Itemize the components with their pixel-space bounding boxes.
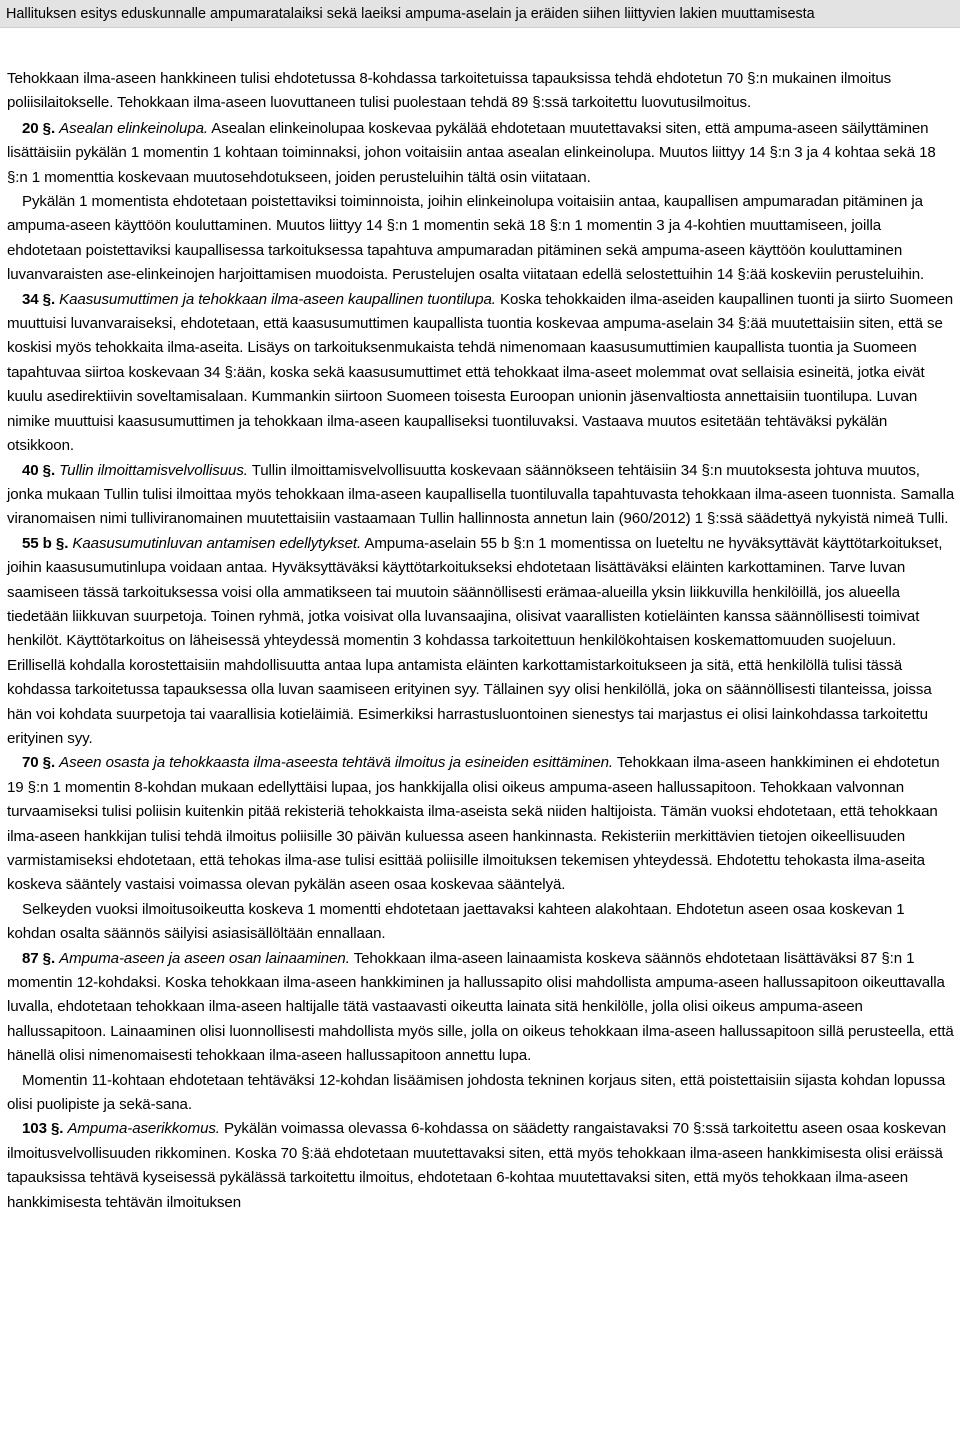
paragraph-text: Asealan elinkeinolupaa koskevaa pykälää ehdotetaan muutettavaksi siten, että ampuma-aseen säilyttäminen lisättäisiin pykälän 1 momentin 1 kohtaan toiminnaksi, johon voitaisiin antaa asealan elinkeinolupa. Muutos liittyy 14 §:n 3 ja 4 kohtaa sekä 18 §:n 1 momenttia koskevaan muutosehdotukseen, joiden perusteluihin tältä osin viitataan. bbox=[7, 119, 936, 186]
section-55b bbox=[7, 532, 955, 752]
section-number: 55 b §. bbox=[22, 534, 69, 552]
paragraph-text: Tullin ilmoittamisvelvollisuutta koskevaan säännökseen tehtäisiin 34 §:n muutoksesta johtuva muutos, jonka mukaan Tullin tulisi ilmoittaa myös tehokkaan ilma-aseen kaupallisella tuontiluvalla tapahtuvasta tehokkaan ilma-aseen tuonnista. Samalla viranomaisen nimi tulliviranomainen muutettaisiin vastaamaan Tullin hallinnosta annetun lain (960/2012) 1 §:ssä säädettyä nykyistä nimeä Tulli. bbox=[7, 461, 955, 528]
section-number: 20 §. bbox=[22, 119, 56, 137]
header-title: Hallituksen esitys eduskunnalle ampumaratalaiksi sekä laeiksi ampuma-aselain ja eräiden siihen liittyvien lakien muuttamisesta bbox=[6, 6, 815, 22]
section-title: Ampuma-aseen ja aseen osan lainaaminen. bbox=[59, 949, 350, 967]
section-70 bbox=[7, 751, 955, 897]
paragraph-text: Tehokkaan ilma-aseen hankkineen tulisi ehdotetussa 8-kohdassa tarkoitetuissa tapauksissa tehdä ehdotetun 70 §:n mukainen ilmoitus poliisilaitokselle. Tehokkaan ilma-aseen luovuttaneen tulisi puolestaan tehdä 89 §:ssä tarkoitettu luovutusilmoitus. bbox=[7, 70, 892, 112]
section-34 bbox=[7, 288, 955, 459]
paragraph-text: Koska tehokkaiden ilma-aseiden kaupallinen tuonti ja siirto Suomeen muuttuisi luvanvaraiseksi, ehdotetaan, että kaasusumuttimen kaupallista tuontia koskevaa ampuma-aselain 34 §:ää muutettaisiin siten, että se koskisi myös tehokkaita ilma-aseita. Lisäys on tarkoituksenmukaista tehdä nimenomaan kaasusumuttimien kaupallista tuontia ja Suomeen tapahtuvaa siirtoa koskevaan 34 §:ään, koska sekä kaasusumuttimet että tehokkaat ilma-aseet molemmat ovat sellaisia esineitä, jotka eivät kuulu asedirektiivin soveltamisalaan. Kummankin siirtoon Suomeen toisesta Euroopan unionin jäsenvaltiosta annettaisiin tuontilupa. Luvan nimike muuttuisi kaasusumuttimen ja tehokkaan ilma-aseen kaupalliseksi tuontiluvaksi. Vastaava muutos esitetään tehtäväksi pykälän otsikkoon. bbox=[7, 290, 954, 455]
paragraph-text: Selkeyden vuoksi ilmoitusoikeutta koskeva 1 momentti ehdotetaan jaettavaksi kahteen alakohtaan. Ehdotetun aseen osaa koskevan 1 kohdan osalta säännös säilyisi asiasisällöltään ennallaan. bbox=[7, 900, 905, 943]
section-number: 103 §. bbox=[22, 1120, 64, 1138]
paragraph bbox=[7, 1069, 955, 1118]
paragraph bbox=[7, 67, 955, 116]
paragraph-text: Ampuma-aselain 55 b §:n 1 momentissa on lueteltu ne hyväksyttävät käyttötarkoitukset, joihin kaasusumutinlupa voidaan antaa. Hyväksyttäväksi käyttötarkoitukseksi ehdotetaan lisättäväksi eläinten karkottaminen. Tarve luvan saamiseen tässä tarkoituksessa voisi olla ammatikseen tai muutoin säännöllisesti erämaa-alueilla yksin liikkuvilla henkilöillä, jos alueella tiedetään liikkuvan suurpetoja. Toinen ryhmä, jotka voisivat olla luvansaajina, olisivat vaarallisten kotieläinten kanssa säännöllisesti toimivat henkilöt. Käyttötarkoitus on läheisessä yhteydessä momentin 3 kohdassa tarkoitettuun henkilökohtaisen koskemattomuuden suojeluun. Erillisellä kohdalla korostettaisiin mahdollisuutta antaa lupa antamista eläinten karkottamistarkoitukseen ja sitä, että henkilöllä tulisi tässä kohdassa tarkoitetussa tapauksessa olla luvan saamiseen erityinen syy. Tällainen syy olisi henkilöllä, joka on säännöllisesti tilanteissa, joissa hän voi kohdata suurpetoja tai vaarallisia kotieläimiä. Esimerkiksi harrastusluontoinen sienestys tai marjastus ei olisi lainkohdassa tarkoitettu erityinen syy. bbox=[7, 534, 943, 747]
paragraph bbox=[7, 190, 955, 288]
section-number: 34 §. bbox=[22, 290, 56, 308]
section-number: 70 §. bbox=[22, 754, 56, 772]
paragraph-text: Pykälän voimassa olevassa 6-kohdassa on säädetty rangaistavaksi 70 §:ssä tarkoitettu aseen osaa koskevan ilmoitusvelvollisuuden rikkominen. Koska 70 §:ää ehdotetaan muutettavaksi siten, että myös tehokkaan ilma-aseen hankkimisesta olisi eräissä tapauksissa tehtävä kyseisessä pykälässä tarkoitettu ilmoitus, ehdotetaan 6-kohtaa muutettavaksi siten, että myös tehokkaan ilma-aseen hankkimisesta tehtävän ilmoituksen bbox=[7, 1120, 947, 1211]
section-103 bbox=[7, 1117, 955, 1215]
section-title: Kaasusumuttimen ja tehokkaan ilma-aseen kaupallinen tuontilupa. bbox=[59, 290, 496, 308]
section-title: Aseen osasta ja tehokkaasta ilma-aseesta tehtävä ilmoitus ja esineiden esittäminen. bbox=[59, 754, 614, 772]
paragraph-text: Momentin 11-kohtaan ehdotetaan tehtäväksi 12-kohdan lisäämisen johdosta tekninen korjaus siten, että poistettaisiin sijasta kohdan lopussa olisi puolipiste ja sekä-sana. bbox=[7, 1071, 946, 1114]
section-number: 40 §. bbox=[22, 461, 56, 479]
paragraph-text: Pykälän 1 momentista ehdotetaan poistettaviksi toiminnoista, joihin elinkeinolupa voitaisiin antaa, kaupallisen ampumaradan pitäminen ja ampuma-aseen käyttöön kouluttaminen. Muutos liittyy 14 §:n 1 momentin sekä 18 §:n 1 momentin 3 ja 4-kohtien muuttamiseen, joilla ehdotetaan poistettaviksi kaupallisessa tarkoituksessa tapahtuva ampumaradan pitäminen sekä ampuma-aseen käyttöön kouluttaminen luvanvaraisten ase-elinkeinojen harjoittamisen muodoista. Perustelujen osalta viitataan edellä selostettuihin 14 §:ää koskeviin perusteluihin. bbox=[7, 193, 925, 284]
section-40 bbox=[7, 459, 955, 532]
section-title: Ampuma-aserikkomus. bbox=[67, 1120, 220, 1138]
section-20 bbox=[7, 117, 955, 190]
paragraph-text: Tehokkaan ilma-aseen hankkiminen ei ehdotetun 19 §:n 1 momentin 8-kohdan mukaan edellyttäisi lupaa, jos hankkijalla olisi oikeus ampuma-aseen hallussapitoon. Tehokkaan valvonnan turvaamiseksi tulisi poliisin kuitenkin pitää rekisteriä tehokkaista ilma-aseista sekä niiden haltijoista. Tämän vuoksi ehdotetaan, että tehokkaan ilma-aseen hankkijan tulisi tehdä ilmoitus poliisille 30 päivän kuluessa aseen hankinnasta. Rekisteriin merkittävien tietojen oikeellisuuden varmistamiseksi ehdotetaan, että tehokas ilma-ase tulisi esittää poliisille ilmoituksen tekemisen yhteydessä. Ehdotettu tehokasta ilma-aseita koskeva sääntely vastaisi voimassa olevan pykälän aseen osaa koskevaa sääntelyä. bbox=[7, 754, 940, 894]
document-body bbox=[7, 67, 955, 1215]
paragraph bbox=[7, 898, 955, 947]
paragraph-text: Tehokkaan ilma-aseen lainaamista koskeva säännös ehdotetaan lisättäväksi 87 §:n 1 momentin 12-kohdaksi. Koska tehokkaan ilma-aseen hankkiminen ja hallussapito olisi mahdollista ampuma-aseen hallussapitoon oikeuttavalla luvalla, ehdotetaan tehokkaan ilma-aseen haltijalle tätä vastaavasti oikeutta lainata sitä henkilölle, jolla olisi oikeus ampuma-aseen hallussapitoon. Lainaaminen olisi luonnollisesti mahdollista myös sille, jolla on oikeus tehokkaan ilma-aseen hallussapitoon sillä perusteella, että hänellä olisi nimenomaisesti tehokkaan ilma-aseen hallussapitoon annettu lupa. bbox=[7, 949, 954, 1065]
document-header bbox=[0, 0, 960, 28]
section-number: 87 §. bbox=[22, 949, 56, 967]
section-title: Asealan elinkeinolupa. bbox=[59, 119, 209, 137]
section-title: Kaasusumutinluvan antamisen edellytykset. bbox=[72, 534, 362, 552]
section-title: Tullin ilmoittamisvelvollisuus. bbox=[59, 461, 248, 479]
section-87 bbox=[7, 947, 955, 1069]
